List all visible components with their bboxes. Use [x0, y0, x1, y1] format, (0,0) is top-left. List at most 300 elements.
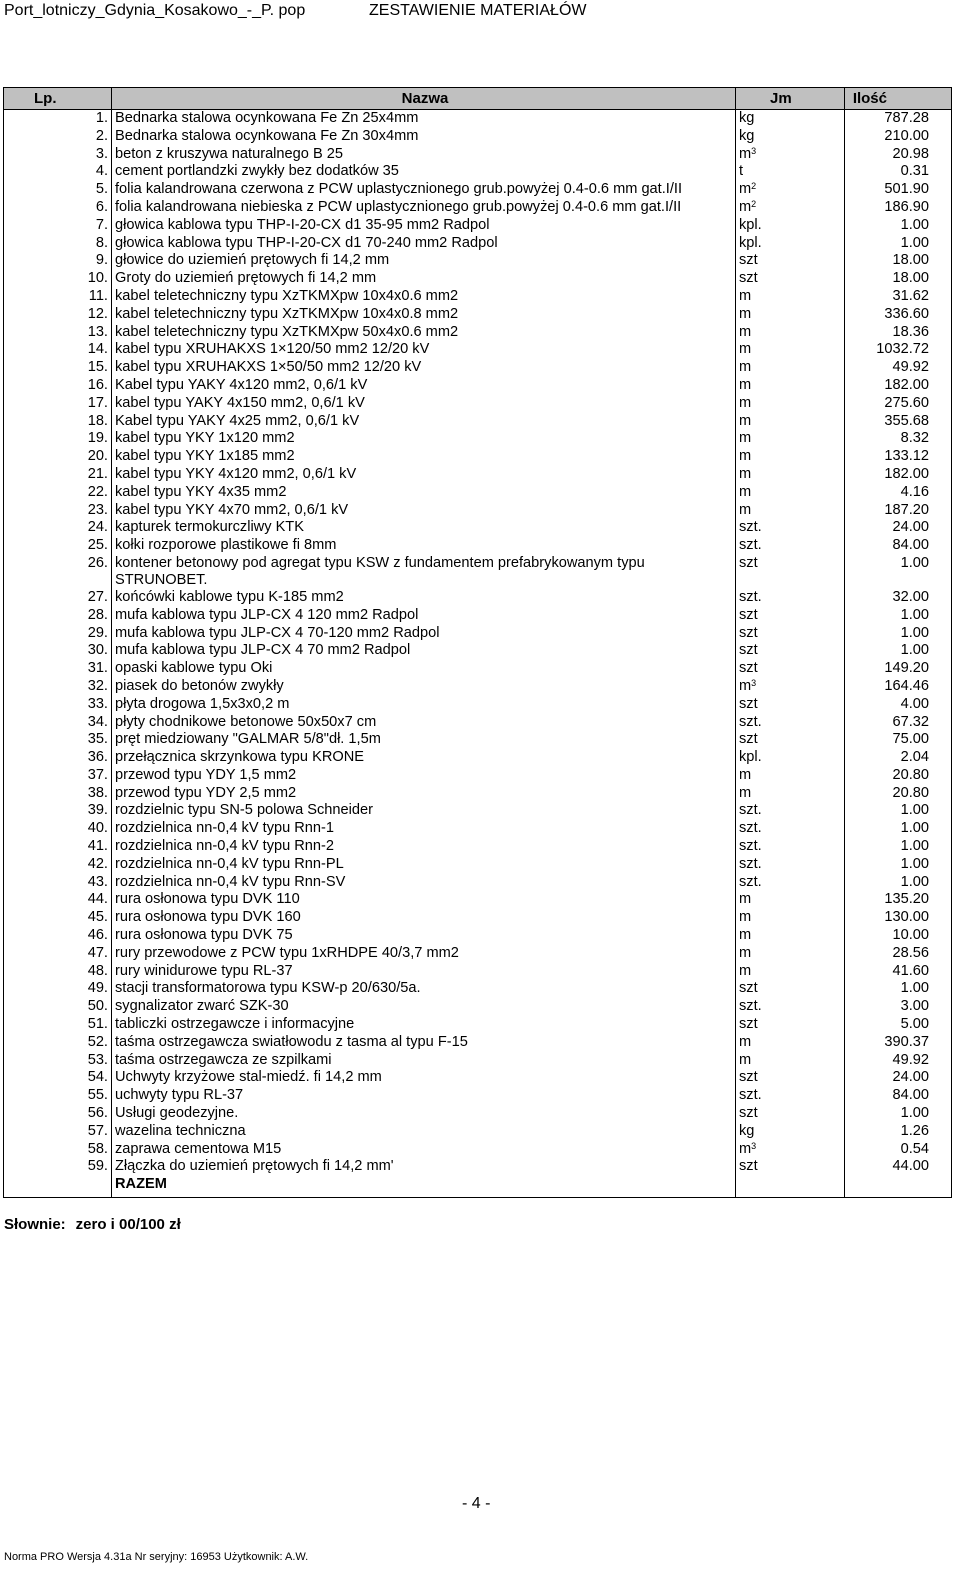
material-name — [112, 199, 736, 217]
material-name — [112, 874, 736, 892]
row-number: 24. — [4, 519, 112, 537]
quantity: 182.00 — [884, 376, 929, 393]
col-header-name: Nazwa — [112, 88, 736, 110]
material-name-text: głowica kablowa typu THP-I-20-CX d1 35-95 mm2 Radpol — [115, 216, 490, 233]
material-name-text: mufa kablowa typu JLP-CX 4 70 mm2 Radpol — [115, 642, 411, 659]
quantity: 31.62 — [892, 287, 929, 304]
file-name: Port_lotniczy_Gdynia_Kosakowo_-_P. pop — [4, 2, 306, 19]
table-row — [4, 181, 952, 199]
material-name-text: Groty do uziemień prętowych fi 14,2 mm — [115, 270, 377, 287]
table-row — [4, 448, 952, 466]
unit: m — [736, 448, 845, 466]
material-name — [112, 945, 736, 963]
row-number: 17. — [4, 395, 112, 413]
table-row — [4, 341, 952, 359]
material-name — [112, 1123, 736, 1141]
quantity: 2.04 — [900, 749, 929, 766]
material-name — [112, 1105, 736, 1123]
quantity: 84.00 — [892, 537, 929, 554]
table-row — [4, 1087, 952, 1105]
quantity: 75.00 — [892, 731, 929, 748]
quantity: 787.28 — [884, 110, 929, 126]
table-row — [4, 1123, 952, 1141]
quantity: 501.90 — [884, 181, 929, 198]
quantity: 28.56 — [892, 944, 929, 961]
unit: m — [736, 413, 845, 431]
material-name-text: mufa kablowa typu JLP-CX 4 120 mm2 Radpol — [115, 606, 419, 623]
unit: m — [736, 785, 845, 803]
quantity: 20.80 — [892, 766, 929, 783]
material-name-text: przełącznica skrzynkowa typu KRONE — [115, 749, 364, 766]
quantity: 275.60 — [884, 394, 929, 411]
quantity: 4.16 — [900, 483, 929, 500]
material-name — [112, 1069, 736, 1087]
quantity: 0.54 — [900, 1140, 929, 1157]
quantity: 24.00 — [892, 1069, 929, 1086]
material-name-text: piasek do betonów zwykły — [115, 677, 284, 694]
row-number: 20. — [4, 448, 112, 466]
table-header-row — [4, 88, 952, 110]
table-row — [4, 802, 952, 820]
row-number: 14. — [4, 341, 112, 359]
material-name-text: rura osłonowa typu DVK 110 — [115, 891, 300, 908]
quantity: 3.00 — [900, 998, 929, 1015]
quantity: 4.00 — [900, 695, 929, 712]
quantity: 84.00 — [892, 1087, 929, 1104]
unit: szt. — [736, 856, 845, 874]
quantity: 32.00 — [892, 588, 929, 605]
material-name-text: rozdzielnic typu SN-5 polowa Schneider — [115, 802, 373, 819]
col-header-qty: Ilość — [845, 88, 952, 110]
material-name — [112, 714, 736, 732]
amount-in-words — [4, 1216, 181, 1233]
unit: szt. — [736, 537, 845, 555]
table-row — [4, 1158, 952, 1176]
table-row — [4, 731, 952, 749]
unit: m — [736, 306, 845, 324]
row-number: 19. — [4, 430, 112, 448]
quantity: 1.00 — [900, 873, 929, 890]
material-name — [112, 856, 736, 874]
row-number: 12. — [4, 306, 112, 324]
table-row — [4, 110, 952, 128]
material-name — [112, 625, 736, 643]
quantity: 1.00 — [900, 624, 929, 641]
row-number: 52. — [4, 1034, 112, 1052]
quantity: 20.80 — [892, 784, 929, 801]
unit: szt — [736, 1105, 845, 1123]
quantity: 41.60 — [892, 962, 929, 979]
table-row — [4, 1016, 952, 1034]
quantity: 186.90 — [884, 198, 929, 215]
unit: t — [736, 163, 845, 181]
material-name — [112, 252, 736, 270]
unit: m — [736, 909, 845, 927]
material-name-text: kabel teletechniczny typu XzTKMXpw 10x4x0.6 mm2 — [115, 287, 459, 304]
material-name — [112, 963, 736, 981]
material-name — [112, 785, 736, 803]
row-number: 39. — [4, 802, 112, 820]
total-row — [4, 1176, 952, 1198]
material-name — [112, 537, 736, 555]
material-name-text: rozdzielnica nn-0,4 kV typu Rnn-2 — [115, 838, 335, 855]
material-name-text: kabel teletechniczny typu XzTKMXpw 10x4x0.8 mm2 — [115, 305, 459, 322]
material-name — [112, 484, 736, 502]
quantity: 1.00 — [900, 855, 929, 872]
material-name-text: głowice do uziemień prętowych fi 14,2 mm — [115, 252, 390, 269]
unit: m — [736, 502, 845, 520]
material-name — [112, 430, 736, 448]
table-row — [4, 395, 952, 413]
material-name-text: kabel typu YKY 4x35 mm2 — [115, 483, 287, 500]
table-row — [4, 555, 952, 589]
table-row — [4, 838, 952, 856]
material-name-text: kabel typu YKY 4x70 mm2, 0,6/1 kV — [115, 501, 349, 518]
row-number: 36. — [4, 749, 112, 767]
material-name-text: kabel typu YKY 1x120 mm2 — [115, 430, 295, 447]
unit: m — [736, 891, 845, 909]
material-name-text: rury winidurowe typu RL-37 — [115, 962, 293, 979]
material-name — [112, 395, 736, 413]
material-name-text: kontener betonowy pod agregat typu KSW z fundamentem prefabrykowanym typu — [115, 554, 645, 571]
quantity: 336.60 — [884, 305, 929, 322]
unit: $m^2$ — [736, 199, 845, 217]
material-name — [112, 1141, 736, 1159]
row-number: 57. — [4, 1123, 112, 1141]
material-name-text: Bednarka stalowa ocynkowana Fe Zn 25x4mm — [115, 110, 419, 126]
quantity: 210.00 — [884, 127, 929, 144]
quantity: 8.32 — [900, 430, 929, 447]
material-name — [112, 820, 736, 838]
table-row — [4, 252, 952, 270]
row-number: 46. — [4, 927, 112, 945]
row-number: 9. — [4, 252, 112, 270]
material-name-text: płyta drogowa 1,5x3x0,2 m — [115, 695, 290, 712]
row-number: 33. — [4, 696, 112, 714]
material-name — [112, 731, 736, 749]
unit: m — [736, 927, 845, 945]
unit: szt. — [736, 589, 845, 607]
material-name-text: zaprawa cementowa M15 — [115, 1140, 282, 1157]
col-header-jm: Jm — [736, 88, 845, 110]
unit: szt — [736, 252, 845, 270]
material-name — [112, 270, 736, 288]
quantity: 5.00 — [900, 1016, 929, 1033]
quantity: 0.31 — [900, 163, 929, 180]
table-row — [4, 607, 952, 625]
material-name — [112, 128, 736, 146]
material-name-text: Usługi geodezyjne. — [115, 1105, 239, 1122]
unit: kg — [736, 110, 845, 128]
quantity: 182.00 — [884, 465, 929, 482]
total-unit — [736, 1176, 845, 1198]
row-number: 16. — [4, 377, 112, 395]
row-number: 40. — [4, 820, 112, 838]
material-name-text: cement portlandzki zwykły bez dodatków 35 — [115, 163, 399, 180]
row-number: 7. — [4, 217, 112, 235]
material-name — [112, 802, 736, 820]
quantity: 24.00 — [892, 519, 929, 536]
quantity: 1032.72 — [876, 341, 929, 358]
material-name-text: rura osłonowa typu DVK 160 — [115, 909, 301, 926]
materials-table — [3, 87, 952, 1198]
quantity: 18.00 — [892, 270, 929, 287]
unit: m — [736, 324, 845, 342]
unit: szt. — [736, 838, 845, 856]
table-row — [4, 874, 952, 892]
row-number: 31. — [4, 660, 112, 678]
material-name-text: kabel typu YKY 1x185 mm2 — [115, 448, 295, 465]
total-label: RAZEM — [112, 1176, 736, 1198]
quantity: 67.32 — [892, 713, 929, 730]
table-row — [4, 306, 952, 324]
quantity: 1.00 — [900, 980, 929, 997]
row-number: 13. — [4, 324, 112, 342]
material-name — [112, 502, 736, 520]
unit: m — [736, 1034, 845, 1052]
table-row — [4, 235, 952, 253]
unit: m — [736, 341, 845, 359]
material-name-text: kabel typu XRUHAKXS 1×120/50 mm2 12/20 kV — [115, 341, 430, 358]
material-name-text: Złączka do uziemień prętowych fi 14,2 mm' — [115, 1158, 394, 1175]
material-name-text: głowica kablowa typu THP-I-20-CX d1 70-240 mm2 Radpol — [115, 234, 498, 251]
quantity: 18.36 — [892, 323, 929, 340]
quantity: 1.00 — [900, 606, 929, 623]
unit: m — [736, 963, 845, 981]
table-row — [4, 466, 952, 484]
unit: $m^3$ — [736, 1141, 845, 1159]
row-number: 43. — [4, 874, 112, 892]
table-row — [4, 199, 952, 217]
row-number: 15. — [4, 359, 112, 377]
unit: szt. — [736, 820, 845, 838]
table-row — [4, 359, 952, 377]
unit: szt — [736, 731, 845, 749]
row-number: 58. — [4, 1141, 112, 1159]
row-number: 47. — [4, 945, 112, 963]
material-name — [112, 980, 736, 998]
material-name-text: kołki rozporowe plastikowe fi 8mm — [115, 537, 337, 554]
material-name — [112, 678, 736, 696]
row-number: 10. — [4, 270, 112, 288]
material-name-text: kapturek termokurczliwy KTK — [115, 519, 304, 536]
quantity: 1.00 — [900, 1105, 929, 1122]
unit: szt. — [736, 802, 845, 820]
material-name — [112, 466, 736, 484]
material-name — [112, 1158, 736, 1176]
material-name — [112, 749, 736, 767]
material-name-text: rury przewodowe z PCW typu 1xRHDPE 40/3,7 mm2 — [115, 944, 459, 961]
row-number: 5. — [4, 181, 112, 199]
table-row — [4, 1069, 952, 1087]
row-number: 49. — [4, 980, 112, 998]
table-row — [4, 537, 952, 555]
row-number: 21. — [4, 466, 112, 484]
unit: szt — [736, 270, 845, 288]
col-header-lp: Lp. — [4, 88, 112, 110]
unit: szt — [736, 625, 845, 643]
material-name-text: rozdzielnica nn-0,4 kV typu Rnn-SV — [115, 873, 346, 890]
material-name — [112, 448, 736, 466]
table-row — [4, 146, 952, 164]
unit: szt. — [736, 1087, 845, 1105]
table-row — [4, 767, 952, 785]
unit: kpl. — [736, 749, 845, 767]
unit: m — [736, 377, 845, 395]
unit: m — [736, 466, 845, 484]
material-name-text: folia kalandrowana niebieska z PCW uplastycznionego grub.powyżej 0.4-0.6 mm gat.I/II — [115, 198, 682, 215]
row-number: 53. — [4, 1052, 112, 1070]
material-name-text: wazelina techniczna — [115, 1122, 246, 1139]
amount-in-words-label: Słownie: — [4, 1216, 66, 1233]
material-name — [112, 181, 736, 199]
row-number: 11. — [4, 288, 112, 306]
table-row — [4, 820, 952, 838]
quantity: 355.68 — [884, 412, 929, 429]
unit: m — [736, 395, 845, 413]
material-name — [112, 110, 736, 128]
unit: szt — [736, 980, 845, 998]
row-number: 55. — [4, 1087, 112, 1105]
row-number: 26. — [4, 555, 112, 589]
quantity: 1.00 — [900, 642, 929, 659]
unit: kg — [736, 1123, 845, 1141]
row-number: 34. — [4, 714, 112, 732]
unit: m — [736, 945, 845, 963]
page-title: ZESTAWIENIE MATERIAŁÓW — [369, 2, 587, 19]
quantity: 1.00 — [900, 802, 929, 819]
amount-in-words-value: zero i 00/100 zł — [75, 1216, 181, 1233]
row-number: 44. — [4, 891, 112, 909]
table-row — [4, 163, 952, 181]
table-row — [4, 430, 952, 448]
quantity: 133.12 — [884, 448, 929, 465]
material-name-text: rura osłonowa typu DVK 75 — [115, 927, 293, 944]
material-name-text: kabel typu XRUHAKXS 1×50/50 mm2 12/20 kV — [115, 359, 422, 376]
unit: m — [736, 484, 845, 502]
material-name-text: Bednarka stalowa ocynkowana Fe Zn 30x4mm — [115, 127, 419, 144]
material-name-text: Kabel typu YAKY 4x120 mm2, 0,6/1 kV — [115, 376, 368, 393]
quantity: 130.00 — [884, 909, 929, 926]
material-name-text: kabel teletechniczny typu XzTKMXpw 50x4x0.6 mm2 — [115, 323, 459, 340]
material-name-text: rozdzielnica nn-0,4 kV typu Rnn-1 — [115, 820, 335, 837]
table-body — [4, 110, 952, 1198]
table-row — [4, 749, 952, 767]
row-number: 8. — [4, 235, 112, 253]
table-row — [4, 909, 952, 927]
material-name — [112, 998, 736, 1016]
quantity: 390.37 — [884, 1033, 929, 1050]
unit: m — [736, 430, 845, 448]
unit: kg — [736, 128, 845, 146]
total-row-number — [4, 1176, 112, 1198]
table-row — [4, 1105, 952, 1123]
material-name-text: sygnalizator zwarć SZK-30 — [115, 998, 289, 1015]
quantity: 164.46 — [884, 677, 929, 694]
material-name-text: opaski kablowe typu Oki — [115, 660, 273, 677]
unit: szt — [736, 1158, 845, 1176]
material-name-continuation: STRUNOBET. — [115, 571, 208, 588]
row-number: 32. — [4, 678, 112, 696]
table-row — [4, 128, 952, 146]
table-row — [4, 589, 952, 607]
unit: kpl. — [736, 235, 845, 253]
table-row — [4, 377, 952, 395]
table-row — [4, 642, 952, 660]
row-number: 37. — [4, 767, 112, 785]
unit: szt — [736, 642, 845, 660]
row-number: 2. — [4, 128, 112, 146]
quantity: 10.00 — [892, 927, 929, 944]
material-name-text: pręt miedziowany "GALMAR 5/8"dł. 1,5m — [115, 731, 381, 748]
total-value — [845, 1176, 952, 1198]
unit: szt — [736, 1016, 845, 1034]
quantity: 18.00 — [892, 252, 929, 269]
material-name — [112, 146, 736, 164]
unit: szt. — [736, 874, 845, 892]
material-name-text: mufa kablowa typu JLP-CX 4 70-120 mm2 Radpol — [115, 624, 440, 641]
quantity: 44.00 — [892, 1158, 929, 1175]
material-name — [112, 519, 736, 537]
row-number: 45. — [4, 909, 112, 927]
unit: m — [736, 767, 845, 785]
unit: szt. — [736, 519, 845, 537]
material-name-text: stacji transformatorowa typu KSW-p 20/630/5a. — [115, 980, 421, 997]
table-row — [4, 678, 952, 696]
table-row — [4, 1141, 952, 1159]
table-row — [4, 963, 952, 981]
unit: $m^3$ — [736, 678, 845, 696]
unit: szt. — [736, 714, 845, 732]
unit: szt — [736, 696, 845, 714]
material-name — [112, 359, 736, 377]
unit: m — [736, 288, 845, 306]
quantity: 1.00 — [900, 820, 929, 837]
row-number: 29. — [4, 625, 112, 643]
material-name — [112, 1034, 736, 1052]
table-row — [4, 696, 952, 714]
table-row — [4, 1034, 952, 1052]
quantity: 1.00 — [900, 838, 929, 855]
table-row — [4, 927, 952, 945]
material-name-text: taśma ostrzegawcza ze szpilkami — [115, 1051, 332, 1068]
row-number: 30. — [4, 642, 112, 660]
unit: szt — [736, 607, 845, 625]
material-name — [112, 891, 736, 909]
row-number: 22. — [4, 484, 112, 502]
table-row — [4, 891, 952, 909]
material-name-text: beton z kruszywa naturalnego B 25 — [115, 145, 343, 162]
table-row — [4, 998, 952, 1016]
page-number: - 4 - — [462, 1495, 491, 1512]
row-number: 1. — [4, 110, 112, 128]
material-name — [112, 909, 736, 927]
table-row — [4, 714, 952, 732]
material-name — [112, 555, 736, 589]
material-name — [112, 607, 736, 625]
footer: Norma PRO Wersja 4.31a Nr seryjny: 16953 Użytkownik: A.W. — [4, 1551, 309, 1563]
material-name — [112, 217, 736, 235]
table-row — [4, 288, 952, 306]
material-name — [112, 642, 736, 660]
row-number: 41. — [4, 838, 112, 856]
table-row — [4, 856, 952, 874]
table-row — [4, 660, 952, 678]
unit: szt — [736, 555, 845, 589]
material-name — [112, 589, 736, 607]
material-name-text: kabel typu YAKY 4x150 mm2, 0,6/1 kV — [115, 394, 365, 411]
material-name — [112, 1016, 736, 1034]
